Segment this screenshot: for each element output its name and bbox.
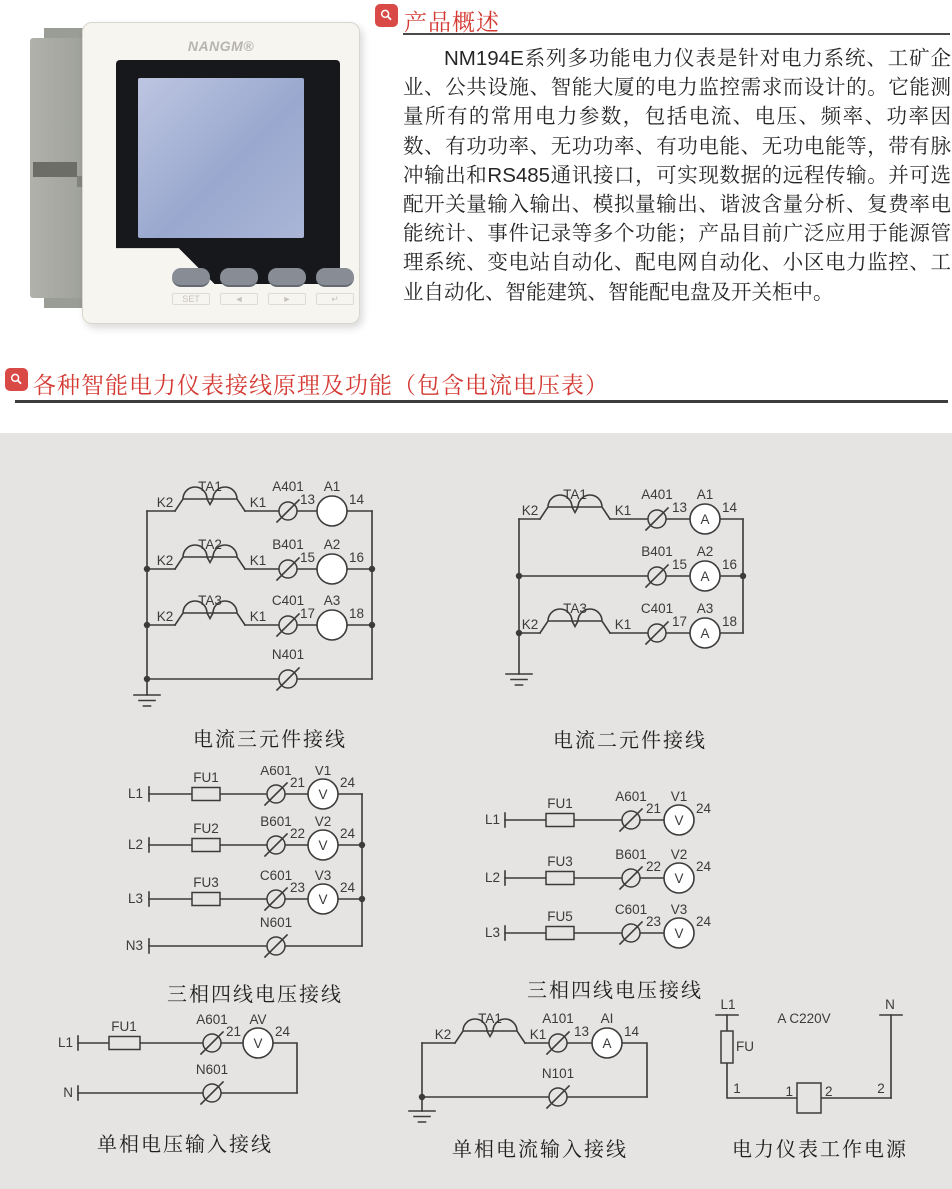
terminal-number: 22	[645, 859, 661, 874]
terminal-number: 17	[299, 606, 315, 621]
fuse-symbol	[546, 927, 574, 940]
terminal-number: 14	[349, 492, 365, 507]
meter-letter: V	[674, 871, 684, 886]
wiring-title-rule	[15, 400, 948, 403]
diagram-caption: 电流二元件接线	[553, 730, 707, 752]
terminal-label: A401	[641, 487, 673, 502]
fuse-label: FU3	[547, 854, 573, 869]
ct-name-label: TA1	[563, 487, 587, 502]
meter-letter: A	[700, 626, 710, 641]
magnifier-icon	[375, 4, 398, 27]
meter-letter: V	[318, 892, 328, 907]
circuit-drawing	[470, 780, 760, 952]
terminal-label: C601	[614, 902, 648, 917]
terminal-number: 18	[349, 606, 365, 621]
terminal-number: 24	[340, 775, 356, 790]
diagram-voltage-four-wire-b	[470, 780, 760, 1003]
wiring-diagrams-panel	[0, 433, 952, 1189]
fuse-label: FU	[736, 1039, 754, 1054]
diagram-single-phase-voltage	[40, 996, 330, 1157]
terminal-label: C601	[259, 868, 293, 883]
diagram-caption: 电力仪表工作电源	[732, 1139, 908, 1161]
junction-dot	[516, 573, 522, 579]
meter-letter: A	[700, 512, 710, 527]
ct-k2-label: K2	[521, 617, 539, 632]
meter-lcd-screen	[138, 78, 304, 238]
terminal-number: 23	[289, 880, 305, 895]
ct-name-label: TA2	[198, 537, 222, 552]
fuse-label: FU5	[547, 909, 573, 924]
fuse-symbol	[109, 1037, 140, 1050]
meter-name-label: A2	[696, 544, 714, 559]
neutral-label: N3	[125, 938, 143, 953]
junction-dot	[359, 896, 365, 902]
terminal-label: A601	[615, 789, 647, 804]
product-photo	[20, 10, 365, 340]
diagram-current-two-element	[480, 472, 780, 753]
terminal-label: A401	[272, 479, 304, 494]
fuse-label: FU2	[193, 821, 219, 836]
terminal-number: 1	[733, 1081, 741, 1096]
ct-k1-label: K1	[249, 495, 267, 510]
diagram-caption: 电流三元件接线	[193, 729, 347, 751]
phase-label: L1	[484, 812, 500, 827]
overview-section-title: 产品概述	[404, 9, 500, 35]
terminal-label: N401	[271, 647, 305, 662]
meter-name-label: AV	[249, 1012, 267, 1027]
junction-dot	[369, 566, 375, 572]
meter-letter: V	[318, 838, 328, 853]
meter-letter: V	[318, 787, 328, 802]
phase-label: L3	[484, 925, 500, 940]
circuit-drawing	[40, 996, 330, 1128]
meter-name-label: A3	[696, 601, 714, 616]
ct-k2-label: K2	[156, 609, 174, 624]
meter-front-panel	[82, 22, 360, 324]
ct-k1-label: K1	[614, 617, 632, 632]
set-button-label: SET	[172, 293, 210, 305]
right-arrow-button-label: ►	[268, 293, 306, 305]
terminal-number: 15	[299, 550, 315, 565]
ct-name-label: TA1	[198, 479, 222, 494]
meter-name-label: A1	[323, 479, 341, 494]
voltage-label: A C220V	[777, 1011, 831, 1026]
terminal-label: A101	[542, 1011, 574, 1026]
circuit-drawing	[95, 471, 445, 723]
circuit-drawing	[480, 472, 780, 724]
meter-button	[268, 268, 306, 287]
terminal-number: 16	[349, 550, 365, 565]
terminal-number: 17	[671, 614, 687, 629]
meter-symbol	[317, 496, 347, 526]
terminal-number: 16	[722, 557, 738, 572]
fuse-symbol	[721, 1031, 733, 1063]
meter-letter: A	[602, 1036, 612, 1051]
bus-wire	[519, 519, 743, 674]
meter-name-label: V2	[670, 847, 688, 862]
junction-dot	[369, 622, 375, 628]
meter-symbol	[317, 610, 347, 640]
meter-name-label: A2	[323, 537, 341, 552]
terminal-label: B401	[272, 537, 304, 552]
terminal-number: 2	[877, 1081, 885, 1096]
ct-name-label: TA3	[198, 593, 222, 608]
ct-k1-label: K1	[614, 503, 632, 518]
terminal-label: N601	[259, 915, 293, 930]
terminal-label: N101	[541, 1066, 575, 1081]
diagram-power-supply	[700, 993, 940, 1162]
terminal-label: C401	[271, 593, 305, 608]
fuse-symbol	[192, 788, 220, 801]
meter-mounting-clip	[33, 162, 77, 177]
meter-letter: V	[253, 1036, 263, 1051]
meter-button-row	[172, 268, 354, 287]
diagram-caption: 三相四线电压接线	[167, 984, 343, 1006]
terminal-number: 24	[696, 801, 712, 816]
ground-symbol	[134, 695, 160, 706]
circuit-drawing	[95, 766, 415, 978]
enter-button-label: ↵	[316, 293, 354, 305]
meter-brand-logo: NANGM®	[187, 38, 255, 54]
terminal-number: 13	[299, 492, 315, 507]
junction-dot	[419, 1094, 425, 1100]
diagram-caption: 三相四线电压接线	[527, 980, 703, 1002]
ct-k1-label: K1	[249, 609, 267, 624]
junction-dot	[144, 622, 150, 628]
terminal-number: 24	[340, 826, 356, 841]
terminal-number: 14	[722, 500, 738, 515]
terminal-label: A601	[260, 766, 292, 778]
meter-name-label: V2	[314, 814, 332, 829]
terminal-number: 13	[671, 500, 687, 515]
magnifier-icon	[5, 368, 28, 391]
terminal-number: 24	[275, 1024, 291, 1039]
ct-k1-label: K1	[529, 1027, 547, 1042]
fuse-label: FU3	[193, 875, 219, 890]
ct-k2-label: K2	[521, 503, 539, 518]
fuse-symbol	[192, 839, 220, 852]
ct-k2-label: K2	[434, 1027, 452, 1042]
circuit-drawing	[700, 993, 940, 1133]
terminal-number: 24	[340, 880, 356, 895]
terminal-number: 18	[722, 614, 738, 629]
neutral-label: N	[885, 997, 895, 1012]
fuse-symbol	[546, 814, 574, 827]
magnifier-glyph	[9, 372, 24, 387]
meter-name-label: AI	[600, 1011, 614, 1026]
circuit-drawing	[400, 993, 680, 1133]
diagram-caption: 单相电流输入接线	[452, 1139, 628, 1161]
junction-dot	[144, 676, 150, 682]
meter-name-label: V1	[670, 789, 688, 804]
phase-label: L3	[127, 891, 143, 906]
terminal-label: N601	[195, 1062, 229, 1077]
meter-letter: V	[674, 926, 684, 941]
terminal-number: 15	[671, 557, 687, 572]
meter-letter: A	[700, 569, 710, 584]
meter-name-label: V3	[670, 902, 688, 917]
terminal-number: 14	[624, 1024, 640, 1039]
magnifier-glyph	[379, 8, 394, 23]
overview-title-rule	[403, 33, 950, 35]
meter-name-label: V1	[314, 766, 332, 778]
ct-name-label: TA3	[563, 601, 587, 616]
terminal-number: 23	[645, 914, 661, 929]
terminal-label: A601	[196, 1012, 228, 1027]
phase-label: L2	[484, 870, 500, 885]
left-arrow-button-label: ◄	[220, 293, 258, 305]
terminal-label: C401	[640, 601, 674, 616]
junction-dot	[144, 566, 150, 572]
terminal-label: B601	[615, 847, 647, 862]
meter-button	[316, 268, 354, 287]
ct-k2-label: K2	[156, 553, 174, 568]
terminal-number: 22	[289, 826, 305, 841]
junction-dot	[359, 842, 365, 848]
diagram-caption: 单相电压输入接线	[97, 1134, 273, 1156]
meter-name-label: A1	[696, 487, 714, 502]
terminal-number: 13	[573, 1024, 589, 1039]
meter-button-labels	[172, 293, 354, 305]
phase-label: L2	[127, 837, 143, 852]
diagram-voltage-four-wire-a	[95, 766, 415, 1007]
fuse-symbol	[546, 872, 574, 885]
terminal-label: B401	[641, 544, 673, 559]
phase-label: L1	[720, 997, 736, 1012]
fuse-label: FU1	[111, 1019, 137, 1034]
terminal-number: 21	[645, 801, 661, 816]
fuse-label: FU1	[547, 796, 573, 811]
terminal-number: 24	[696, 914, 712, 929]
phase-label: L1	[57, 1035, 73, 1050]
overview-paragraph: NM194E系列多功能电力仪表是针对电力系统、工矿企业、公共设施、智能大厦的电力监控需求而设计的。它能测量所有的常用电力参数，包括电流、电压、频率、功率因数、有功功率、无功功率、有功电能、无功电能等，带有脉冲输出和RS485通讯接口，可实现数据的远程传输。并可选配开关量输入输出、模拟量输出、谐波含量分析、复费率电能统计、事件记录等多个功能；产品目前广泛应用于能源管理系统、变电站自动化、配电网自动化、小区电力监控、工业自动化、智能建筑、智能配电盘及开关柜中。	[403, 47, 951, 304]
terminal-number: 21	[289, 775, 305, 790]
ground-symbol	[409, 1111, 435, 1122]
terminal-number: 24	[696, 859, 712, 874]
wiring-section-title: 各种智能电力仪表接线原理及功能（包含电流电压表）	[33, 372, 609, 398]
power-terminal-box	[797, 1083, 821, 1113]
meter-button	[172, 268, 210, 287]
meter-letter: V	[674, 813, 684, 828]
terminal-number: 1	[785, 1084, 793, 1099]
fuse-symbol	[192, 893, 220, 906]
ct-k1-label: K1	[249, 553, 267, 568]
terminal-label: B601	[260, 814, 292, 829]
ct-k2-label: K2	[156, 495, 174, 510]
terminal-number: 2	[825, 1084, 833, 1099]
meter-name-label: A3	[323, 593, 341, 608]
neutral-label: N	[63, 1085, 73, 1100]
ground-symbol	[506, 674, 532, 685]
meter-symbol	[317, 554, 347, 584]
fuse-label: FU1	[193, 770, 219, 785]
meter-name-label: V3	[314, 868, 332, 883]
ct-name-label: TA1	[478, 1011, 502, 1026]
junction-dot	[740, 573, 746, 579]
meter-button	[220, 268, 258, 287]
terminal-number: 21	[225, 1024, 241, 1039]
junction-dot	[516, 630, 522, 636]
phase-label: L1	[127, 786, 143, 801]
diagram-current-three-element	[95, 471, 445, 752]
diagram-single-phase-current	[400, 993, 680, 1162]
